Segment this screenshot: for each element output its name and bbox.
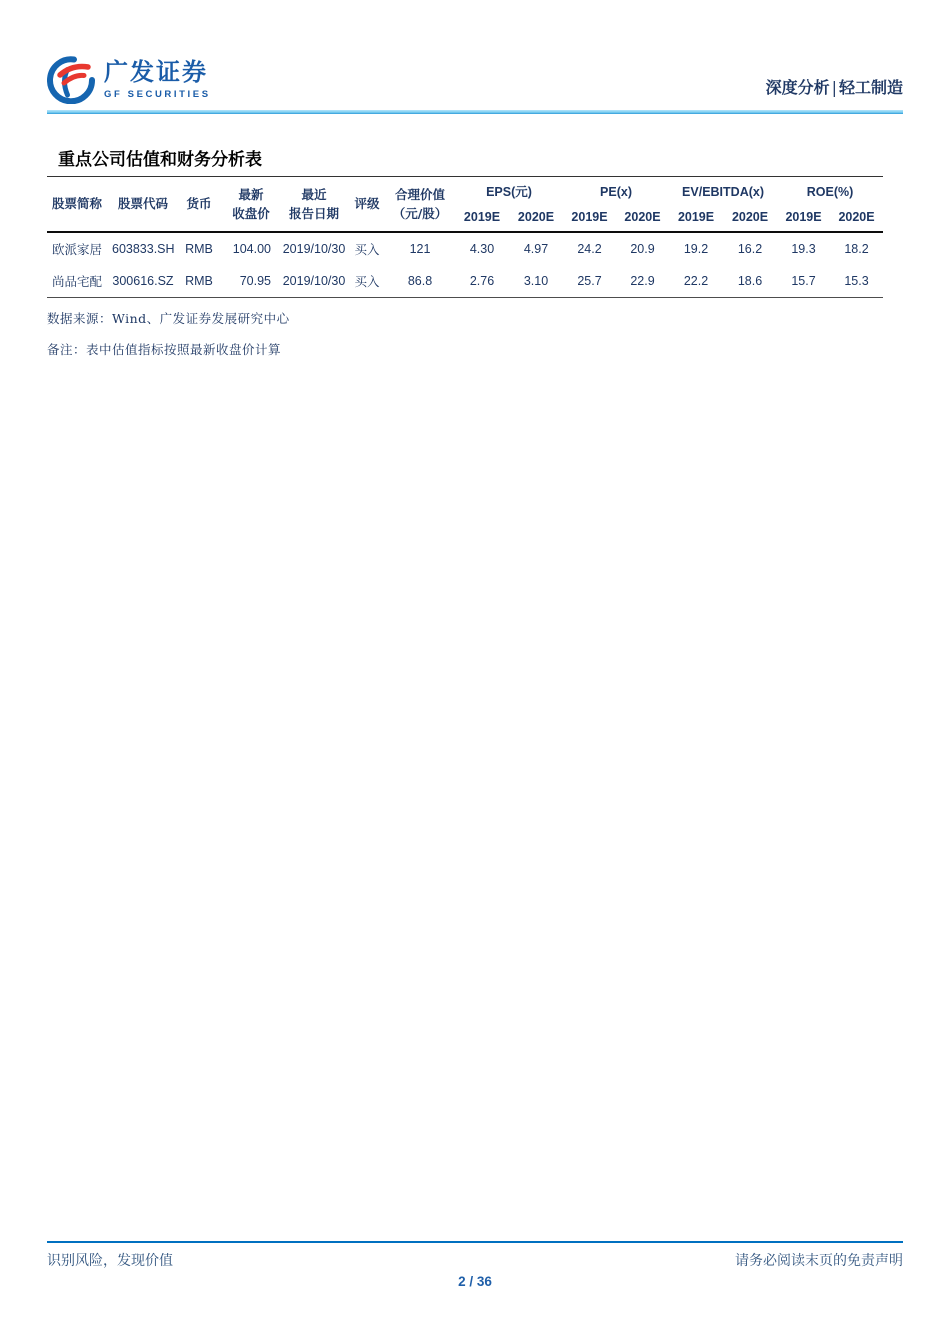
cell-stock-name: 尚品宅配	[47, 265, 111, 298]
data-source-note: 数据来源：Wind、广发证券发展研究中心	[47, 310, 290, 326]
table-body	[47, 232, 883, 298]
year-header-roe-2020e: 2020E	[830, 205, 883, 231]
cell-report-date: 2019/10/30	[282, 241, 346, 256]
header-rule	[47, 110, 903, 114]
cell-pe-2020e: 20.9	[630, 241, 655, 256]
group-header-eps: EPS(元)	[486, 185, 532, 199]
cell-ev-2020e: 16.2	[737, 241, 763, 256]
col-header-rating: 评级	[349, 177, 385, 232]
cell-stock-name: 欧派家居	[52, 241, 103, 257]
col-header-report-date-line1: 最近	[301, 186, 327, 202]
cell-pe-2020e: 22.9	[616, 265, 669, 298]
year-header-pe-2019e: 2019E	[563, 205, 616, 231]
col-header-fair-value	[385, 177, 455, 232]
cell-roe-2020e: 15.3	[830, 265, 883, 298]
brand-name-cn: 广发证券	[104, 58, 208, 86]
page-number: 2 / 36	[458, 1274, 492, 1289]
group-header-roe: ROE(%)	[806, 185, 854, 199]
cell-latest-close: 104.00	[232, 241, 271, 256]
cell-eps-2020e: 3.10	[509, 265, 563, 298]
year-header-ev-2019e: 2019E	[669, 205, 723, 231]
cell-ev-2019e: 19.2	[683, 241, 709, 256]
col-header-fair-value-line2: （元/股）	[392, 205, 448, 221]
table-head	[47, 177, 883, 232]
cell-currency: RMB	[185, 241, 213, 256]
group-header-ev-ebitda: EV/EBITDA(x)	[682, 185, 764, 199]
col-header-report-date	[279, 177, 349, 232]
col-header-stock-name: 股票简称	[47, 177, 111, 232]
col-header-fair-value-line1: 合理价值	[394, 186, 445, 202]
cell-fair-value: 86.8	[385, 265, 455, 298]
report-type-label: 深度分析	[765, 78, 830, 97]
footer-slogan: 识别风险，发现价值	[47, 1252, 173, 1268]
cell-rating: 买入	[349, 265, 385, 298]
brand-name-en: GF SECURITIES	[104, 88, 211, 100]
cell-report-date: 2019/10/30	[279, 265, 349, 298]
remark-note: 备注：表中估值指标按照最新收盘价计算	[47, 341, 282, 357]
cell-eps-2020e: 4.97	[523, 241, 549, 256]
cell-eps-2019e: 4.30	[469, 241, 495, 256]
cell-stock-code: 300616.SZ	[111, 265, 175, 298]
cell-stock-code: 603833.SH	[112, 241, 175, 256]
col-header-stock-code: 股票代码	[111, 177, 175, 232]
year-header-roe-2019e: 2019E	[777, 205, 830, 231]
col-header-latest-close-line1: 最新	[238, 186, 264, 202]
report-type-industry	[766, 75, 903, 104]
col-header-report-date-line2: 报告日期	[288, 205, 339, 221]
cell-currency: RMB	[175, 265, 223, 298]
col-header-latest-close-line2: 收盘价	[232, 205, 270, 221]
gf-logo-icon	[47, 56, 95, 104]
table-title: 重点公司估值和财务分析表	[47, 145, 883, 177]
col-header-latest-close	[223, 177, 279, 232]
cell-roe-2019e: 15.7	[777, 265, 830, 298]
page-footer	[47, 1241, 903, 1344]
col-header-currency: 货币	[175, 177, 223, 232]
separator: |	[831, 78, 837, 97]
brand-logo	[47, 56, 211, 104]
cell-rating: 买入	[354, 241, 380, 257]
brand-text	[104, 58, 211, 100]
cell-latest-close: 70.95	[223, 265, 279, 298]
group-header-pe: PE(x)	[600, 185, 632, 199]
valuation-table	[47, 177, 883, 298]
cell-ev-2020e: 18.6	[723, 265, 777, 298]
year-header-ev-2020e: 2020E	[723, 205, 777, 231]
year-header-eps-2019e: 2019E	[455, 205, 509, 231]
year-header-eps-2020e: 2020E	[509, 205, 563, 231]
industry-label: 轻工制造	[838, 78, 903, 97]
cell-roe-2020e: 18.2	[844, 241, 869, 256]
year-header-pe-2020e: 2020E	[616, 205, 669, 231]
table-row	[47, 265, 883, 298]
cell-pe-2019e: 25.7	[563, 265, 616, 298]
cell-roe-2019e: 19.3	[791, 241, 816, 256]
table-row	[47, 232, 883, 265]
cell-ev-2019e: 22.2	[669, 265, 723, 298]
footer-disclaimer: 请务必阅读末页的免责声明	[735, 1252, 903, 1268]
page-header	[47, 56, 903, 104]
cell-eps-2019e: 2.76	[455, 265, 509, 298]
footer-text-row	[47, 1243, 903, 1270]
cell-fair-value: 121	[409, 241, 431, 256]
cell-pe-2019e: 24.2	[577, 241, 602, 256]
